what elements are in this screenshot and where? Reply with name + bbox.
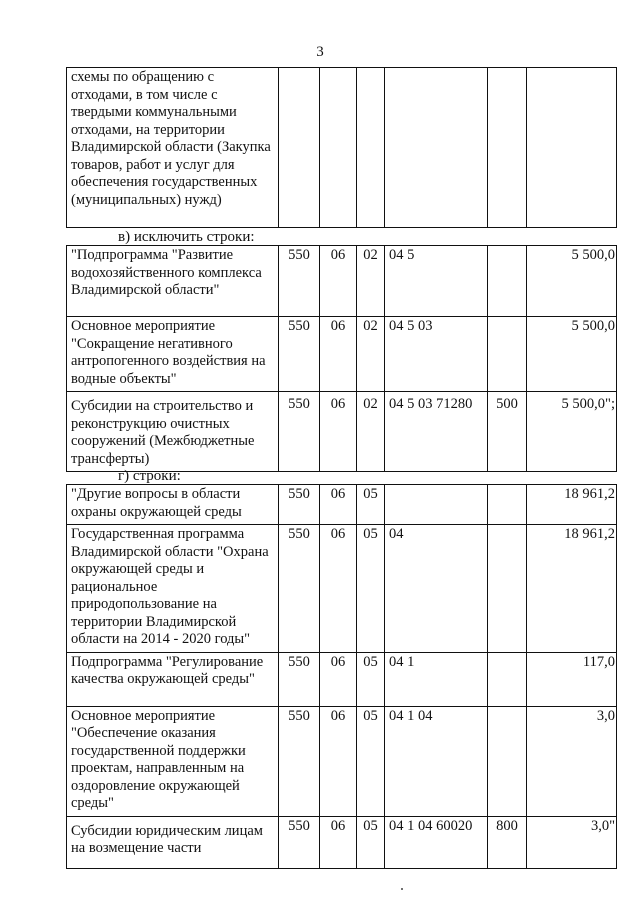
csr-cell: 04 5 (385, 246, 488, 317)
adm-cell: 550 (279, 525, 320, 653)
table-row (67, 317, 617, 392)
table-row (67, 706, 617, 816)
row-name-cell: Субсидии юридическим лицам на возмещение части (67, 816, 279, 868)
pr-cell: 05 (357, 816, 385, 868)
sum-cell: 18 961,2 (527, 525, 617, 653)
table-row (67, 525, 617, 653)
rz-cell: 06 (320, 392, 357, 472)
pr-cell: 05 (357, 652, 385, 706)
rz-cell: 06 (320, 317, 357, 392)
sum-cell: 5 500,0 (527, 317, 617, 392)
vr-cell (488, 246, 527, 317)
rz-cell: 06 (320, 246, 357, 317)
csr-cell: 04 5 03 (385, 317, 488, 392)
adm-cell (279, 68, 320, 228)
pr-cell: 05 (357, 706, 385, 816)
row-name-cell: Государственная программа Владимирской области "Охрана окружающей среды и рациональное природопользование на территории Владимирской области на 2014 - 2020 годы" (67, 525, 279, 653)
vr-cell (488, 525, 527, 653)
row-name-cell: Основное мероприятие "Обеспечение оказания государственной поддержки проектам, направленным на оздоровление окружающей среды" (67, 706, 279, 816)
adm-cell: 550 (279, 317, 320, 392)
row-name-cell: Субсидии на строительство и реконструкцию очистных сооружений (Межбюджетные трансферты) (67, 392, 279, 472)
vr-cell: 800 (488, 816, 527, 868)
scan-speck (401, 888, 403, 890)
pr-cell (357, 68, 385, 228)
table-row (67, 485, 617, 525)
rz-cell: 06 (320, 706, 357, 816)
sum-cell: 117,0 (527, 652, 617, 706)
rz-cell (320, 68, 357, 228)
pr-cell: 05 (357, 525, 385, 653)
sum-cell: 5 500,0 (527, 246, 617, 317)
pr-cell: 02 (357, 317, 385, 392)
sum-cell: 5 500,0"; (527, 392, 617, 472)
vr-cell (488, 68, 527, 228)
sum-cell: 3,0 (527, 706, 617, 816)
vr-cell (488, 485, 527, 525)
budget-table-continuation (66, 67, 617, 228)
exclude-rows-table (66, 245, 617, 472)
adm-cell: 550 (279, 706, 320, 816)
rz-cell: 06 (320, 525, 357, 653)
vr-cell (488, 652, 527, 706)
pr-cell: 02 (357, 392, 385, 472)
table-row (67, 392, 617, 472)
row-name-cell: "Другие вопросы в области охраны окружающей среды (67, 485, 279, 525)
sum-cell: 18 961,2 (527, 485, 617, 525)
csr-cell: 04 1 04 60020 (385, 816, 488, 868)
vr-cell (488, 706, 527, 816)
g-rows-table (66, 484, 617, 869)
adm-cell: 550 (279, 816, 320, 868)
section-g-caption: г) строки: (118, 468, 181, 484)
page-number: 3 (316, 44, 324, 60)
sum-cell (527, 68, 617, 228)
rz-cell: 06 (320, 816, 357, 868)
adm-cell: 550 (279, 485, 320, 525)
csr-cell: 04 5 03 71280 (385, 392, 488, 472)
csr-cell: 04 1 (385, 652, 488, 706)
pr-cell: 05 (357, 485, 385, 525)
pr-cell: 02 (357, 246, 385, 317)
section-v-caption: в) исключить строки: (118, 229, 255, 245)
row-name-cell: схемы по обращению с отходами, в том числе с твердыми коммунальными отходами, на территории Владимирской области (Закупка товаров, работ и услуг для обеспечения государственных (муниципальных) нужд) (67, 68, 279, 228)
table-row (67, 652, 617, 706)
adm-cell: 550 (279, 392, 320, 472)
csr-cell (385, 485, 488, 525)
rz-cell: 06 (320, 652, 357, 706)
adm-cell: 550 (279, 652, 320, 706)
row-name-cell: "Подпрограмма "Развитие водохозяйственного комплекса Владимирской области" (67, 246, 279, 317)
csr-cell (385, 68, 488, 228)
adm-cell: 550 (279, 246, 320, 317)
row-name-cell: Подпрограмма "Регулирование качества окружающей среды" (67, 652, 279, 706)
csr-cell: 04 (385, 525, 488, 653)
table-row (67, 816, 617, 868)
vr-cell (488, 317, 527, 392)
sum-cell: 3,0" (527, 816, 617, 868)
table-row (67, 246, 617, 317)
rz-cell: 06 (320, 485, 357, 525)
vr-cell: 500 (488, 392, 527, 472)
table-row (67, 68, 617, 228)
csr-cell: 04 1 04 (385, 706, 488, 816)
row-name-cell: Основное мероприятие "Сокращение негативного антропогенного воздействия на водные объекты" (67, 317, 279, 392)
